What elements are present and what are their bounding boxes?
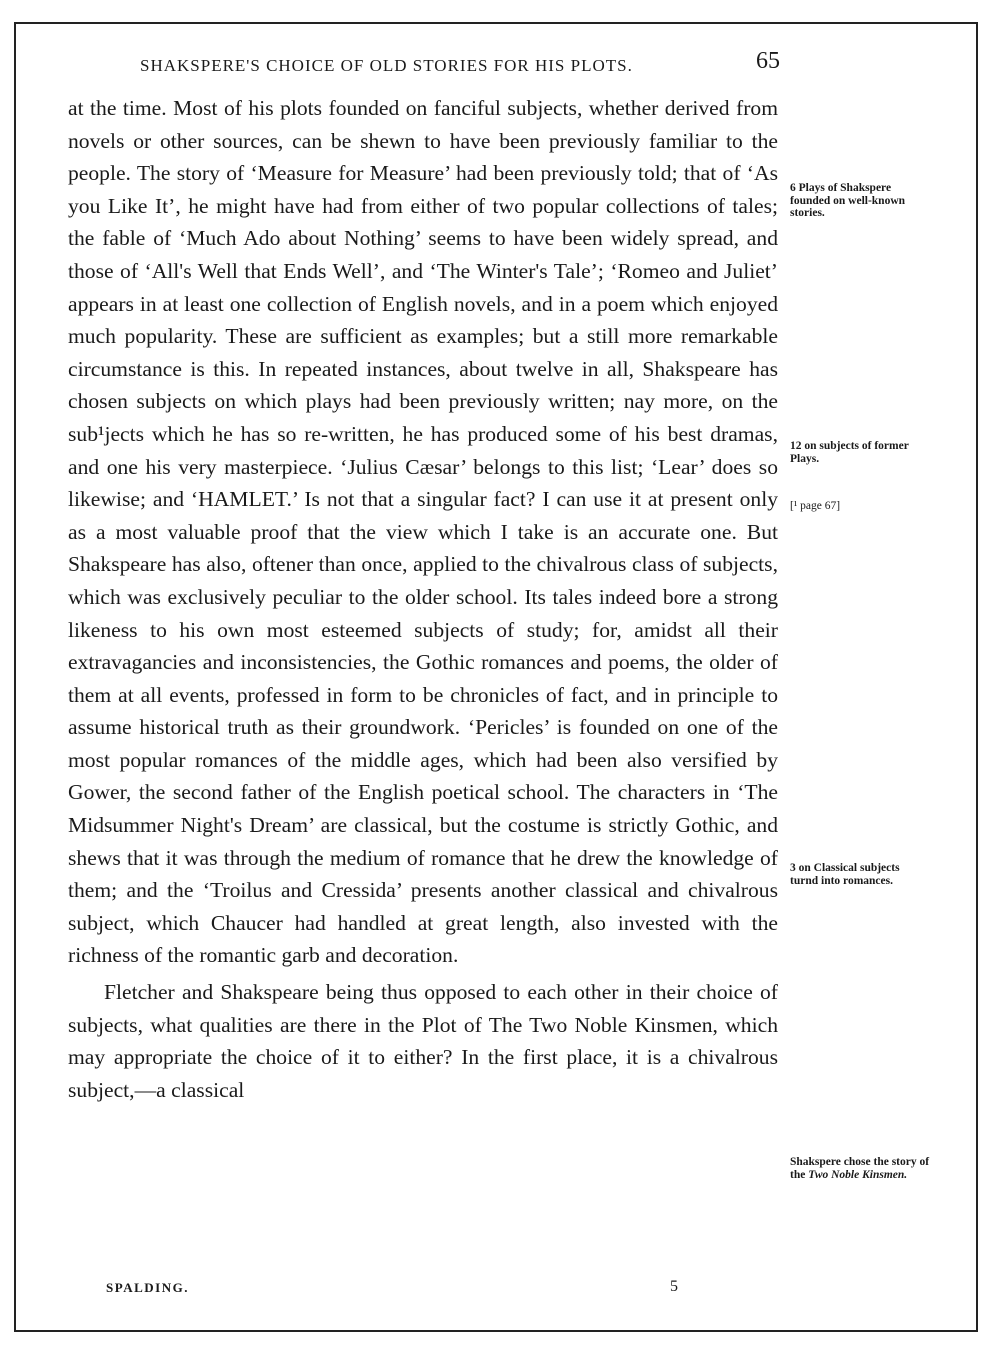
page-number: 65 <box>756 48 780 74</box>
running-head: SHAKSPERE'S CHOICE OF OLD STORIES FOR HIS PLOTS. <box>140 56 633 75</box>
sidenote-page-ref: [¹ page 67] <box>790 500 841 512</box>
sidenote-shakspere-chose <box>790 1156 930 1181</box>
sidenote-play-title: Two Noble Kinsmen. <box>808 1168 908 1181</box>
sidenote-six-plays: 6 Plays of Shakspere founded on well-known stories. <box>790 182 906 219</box>
signature-mark: SPALDING. <box>106 1280 189 1295</box>
sidenote-shakspere-chose-text: Shakspere chose the story of the <box>790 1156 930 1181</box>
paragraph-1: at the time. Most of his plots founded on fanciful subjects, whether derived from novels or other sources, can be shewn to have been previously familiar to the people. The story of ‘Measure for Measure’ had been previously told; that of ‘As you Like It’, he might have had from either of two popular collections of tales; the fable of ‘Much Ado about Nothing’ seems to have been widely spread, and those of ‘All's Well that Ends Well’, and ‘The Winter's Tale’; ‘Romeo and Juliet’ appears in at least one collection of English novels, and in a poem which enjoyed much popularity. These are sufficient as examples; but a still more remarkable circumstance is this. In repeated instances, about twelve in all, Shakspeare has chosen subjects on which plays had been previously written; nay more, on the sub¹jects which he has so re-written, he has produced some of his best dramas, and one his very masterpiece. ‘Julius Cæsar’ belongs to this list; ‘Lear’ does so likewise; and ‘HAMLET.’ Is not that a singular fact? I can use it at present only as a most valuable proof that the view which I take is an accurate one. But Shakspeare has also, oftener than once, applied to the chivalrous class of subjects, which was exclusively peculiar to the older school. Its tales indeed bore a strong likeness to his own most esteemed subjects of study; for, amidst all their extravagancies and inconsistencies, the Gothic romances and poems, the older of them at all events, professed in form to be chronicles of fact, and in principle to assume historical truth as their groundwork. ‘Pericles’ is founded on one of the most popular romances of the middle ages, which had been also versified by Gower, the second father of the English poetical school. The characters in ‘The Midsummer Night's Dream’ are classical, but the costume is strictly Gothic, and shews that it was through the medium of romance that he drew the knowledge of them; and the ‘Troilus and Cressida’ presents another classical and chivalrous subject, which Chaucer had handled at great length, also invested with the richness of the romantic garb and decoration. <box>68 96 778 968</box>
signature-number: 5 <box>670 1278 678 1295</box>
sidenote-three-classical: 3 on Classical subjects turnd into romances. <box>790 862 900 887</box>
sidenote-twelve-plays: 12 on subjects of former Plays. <box>790 440 909 465</box>
page-header <box>68 48 780 82</box>
main-text <box>68 92 778 1106</box>
paragraph-2: Fletcher and Shakspeare being thus opposed to each other in their choice of subjects, what qualities are there in the Plot of The Two Noble Kinsmen, which may appropriate the choice of it to either? In the first place, it is a chivalrous subject,—a classical <box>68 980 778 1102</box>
page-footer <box>106 1280 786 1304</box>
